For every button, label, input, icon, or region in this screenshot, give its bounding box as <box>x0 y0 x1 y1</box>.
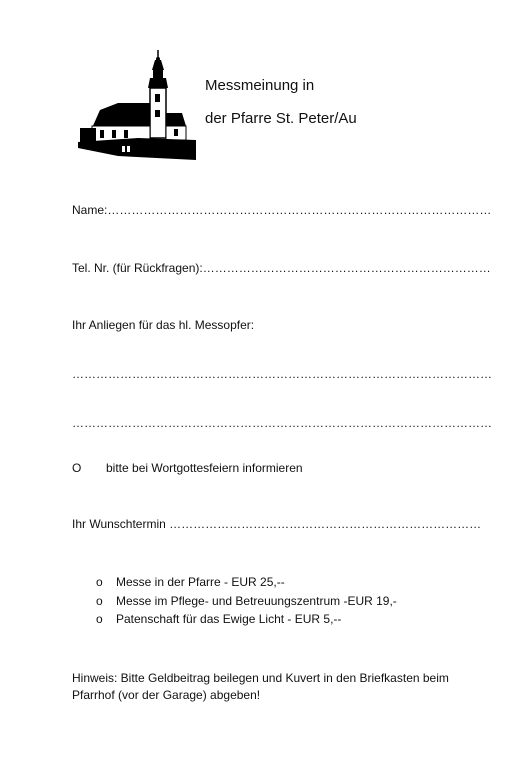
anliegen-line-2[interactable]: …………………………………………………………………………………………… <box>72 416 492 430</box>
anliegen-line-1[interactable]: …………………………………………………………………………………………… <box>72 367 492 381</box>
name-dots: …………………………………………………………………………………… <box>107 203 492 217</box>
wortgottesfeier-checkbox[interactable] <box>72 461 303 475</box>
bullet: o <box>96 575 103 589</box>
church-logo <box>78 48 198 160</box>
option-text: Patenschaft für das Ewige Licht - EUR 5,-- <box>116 612 342 626</box>
title-line-2: der Pfarre St. Peter/Au <box>205 110 357 127</box>
name-field[interactable] <box>72 203 491 217</box>
title-line-1: Messmeinung in <box>205 77 315 94</box>
termin-dots: …………………………………………………………………… <box>169 517 482 531</box>
checkbox-mark: O <box>72 461 82 475</box>
option-text: Messe in der Pfarre - EUR 25,-- <box>116 575 285 589</box>
bullet: o <box>96 594 103 608</box>
wunschtermin-field[interactable] <box>72 517 481 531</box>
termin-label: Ihr Wunschtermin <box>72 517 166 531</box>
checkbox-label: bitte bei Wortgottesfeiern informieren <box>106 461 303 475</box>
name-label: Name: <box>72 203 108 217</box>
option-text: Messe im Pflege- und Betreuungszentrum -EUR 19,- <box>116 594 397 608</box>
option-item <box>96 575 285 589</box>
tel-field[interactable] <box>72 261 491 275</box>
bullet: o <box>96 612 103 626</box>
tel-dots: ……………………………………………………………… <box>202 261 491 275</box>
hint-text: Hinweis: Bitte Geldbeitrag beilegen und Kuvert in den Briefkasten beim Pfarrhof (vor der Garage) abgeben! <box>72 671 449 702</box>
tel-label: Tel. Nr. (für Rückfragen): <box>72 261 203 275</box>
option-item <box>96 612 341 626</box>
anliegen-label: Ihr Anliegen für das hl. Messopfer: <box>72 318 255 332</box>
option-item <box>96 594 397 608</box>
